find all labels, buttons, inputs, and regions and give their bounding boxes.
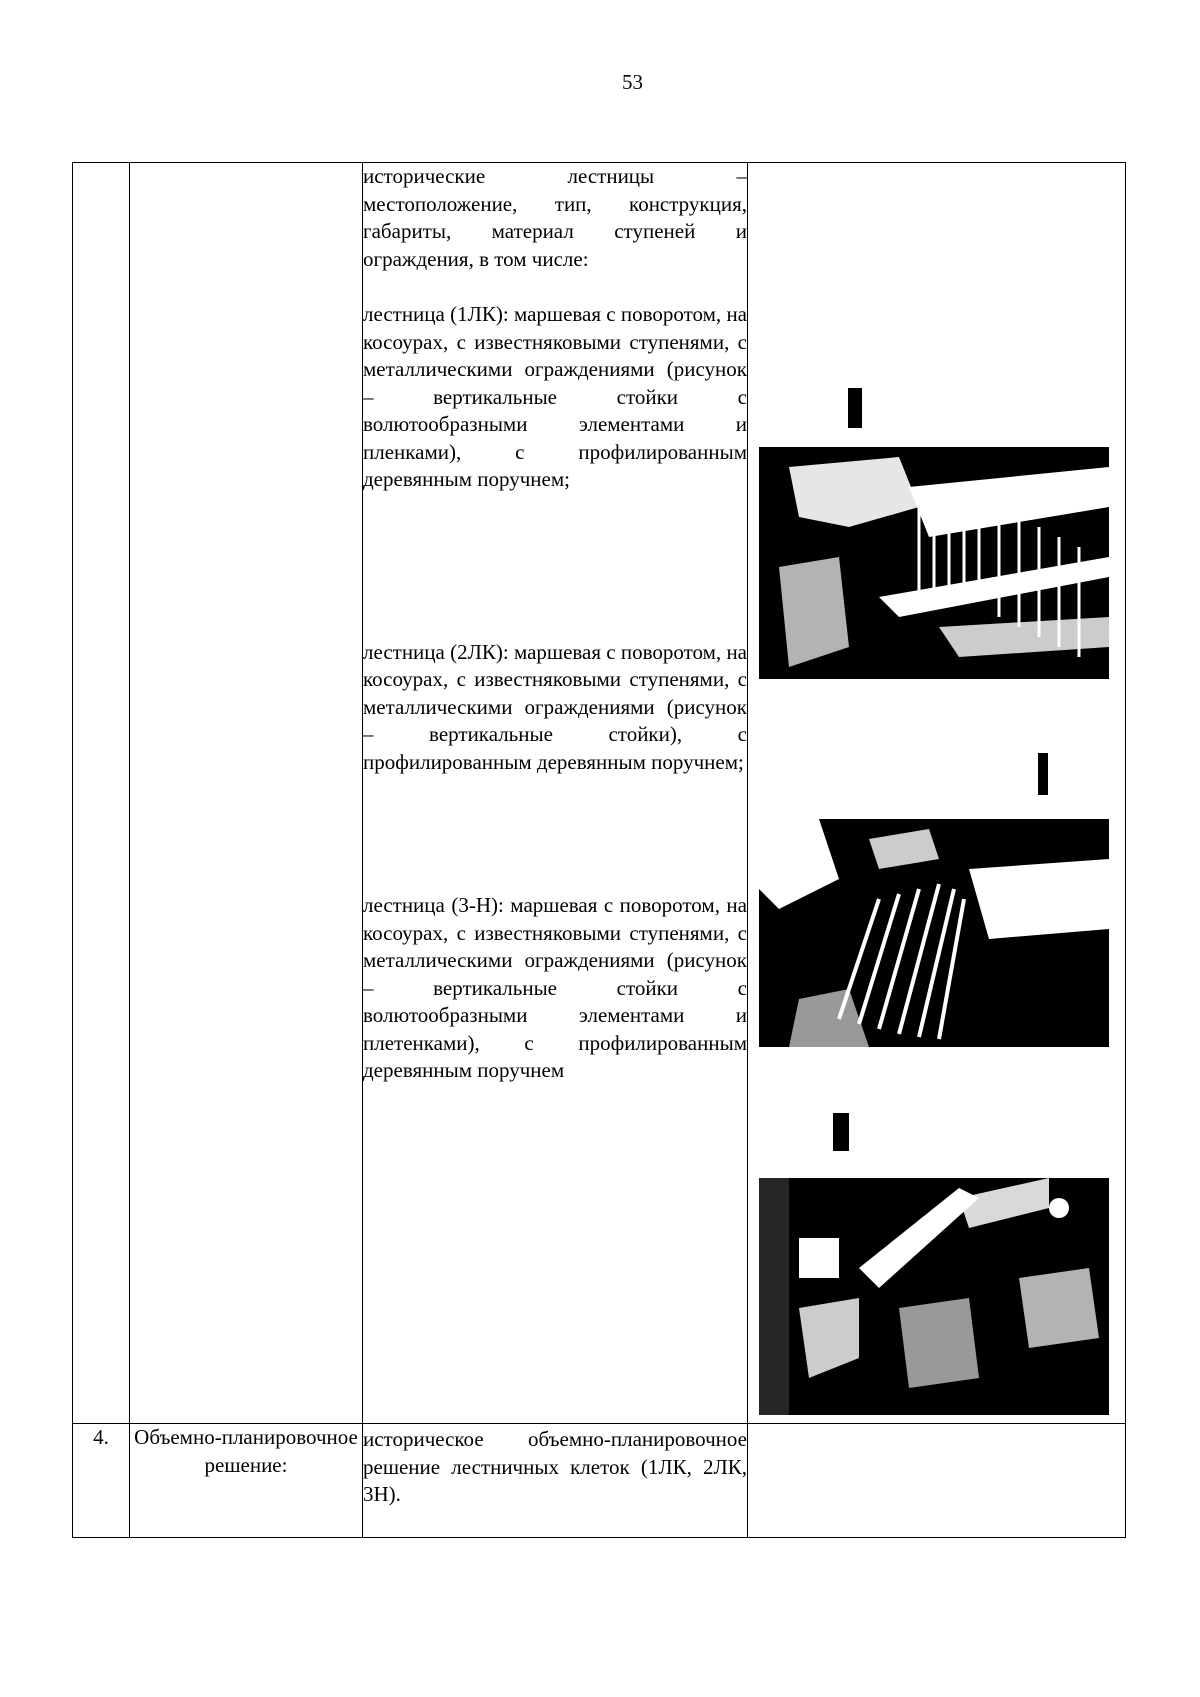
row-title: Объемно-планировочное решение: [130,1424,363,1538]
page-number: 53 [622,70,643,94]
description-stair-2lk: лестница (2ЛК): маршевая с поворотом, на косоурах, с известняковыми ступенями, с металлическими ограждениями (рисунок – вертикальные стойки), с профилированным деревянным поручнем; [363,639,747,774]
description-stair-3n: лестница (3-Н): маршевая с поворотом, на косоурах, с известняковыми ступенями, с металлическими ограждениями (рисунок – вертикальные стойки с волютообразными элементами и плетенками), с профилированным деревянным поручнем [363,893,747,1082]
row-description [363,1424,748,1538]
row-title [130,163,363,1424]
table-row [73,163,1126,1424]
protected-items-table [72,162,1126,1538]
description-intro: исторические лестницы – местоположение, тип, конструкция, габариты, материал ступеней и ограждения, в том числе: [363,164,747,271]
photo-stair-2lk [759,819,1109,1047]
photo-column [748,163,1126,1424]
photo-artifact [848,388,862,428]
photo-column [748,1424,1126,1538]
description-stair-1lk: лестница (1ЛК): маршевая с поворотом, на косоурах, с известняковыми ступенями, с металлическими ограждениями (рисунок – вертикальные стойки с волютообразными элементами и пленками), с профилированным деревянным поручнем; [363,302,747,491]
photo-stair-3n [759,1178,1109,1415]
row-number [73,163,130,1424]
photo-stair-1lk [759,447,1109,679]
table-row [73,1424,1126,1538]
row-description [363,163,748,1424]
description-layout: историческое объемно-планировочное решение лестничных клеток (1ЛК, 2ЛК, 3Н). [363,1427,747,1506]
row-number: 4. [73,1424,130,1538]
photo-artifact [833,1113,849,1151]
photo-artifact [1038,753,1048,795]
